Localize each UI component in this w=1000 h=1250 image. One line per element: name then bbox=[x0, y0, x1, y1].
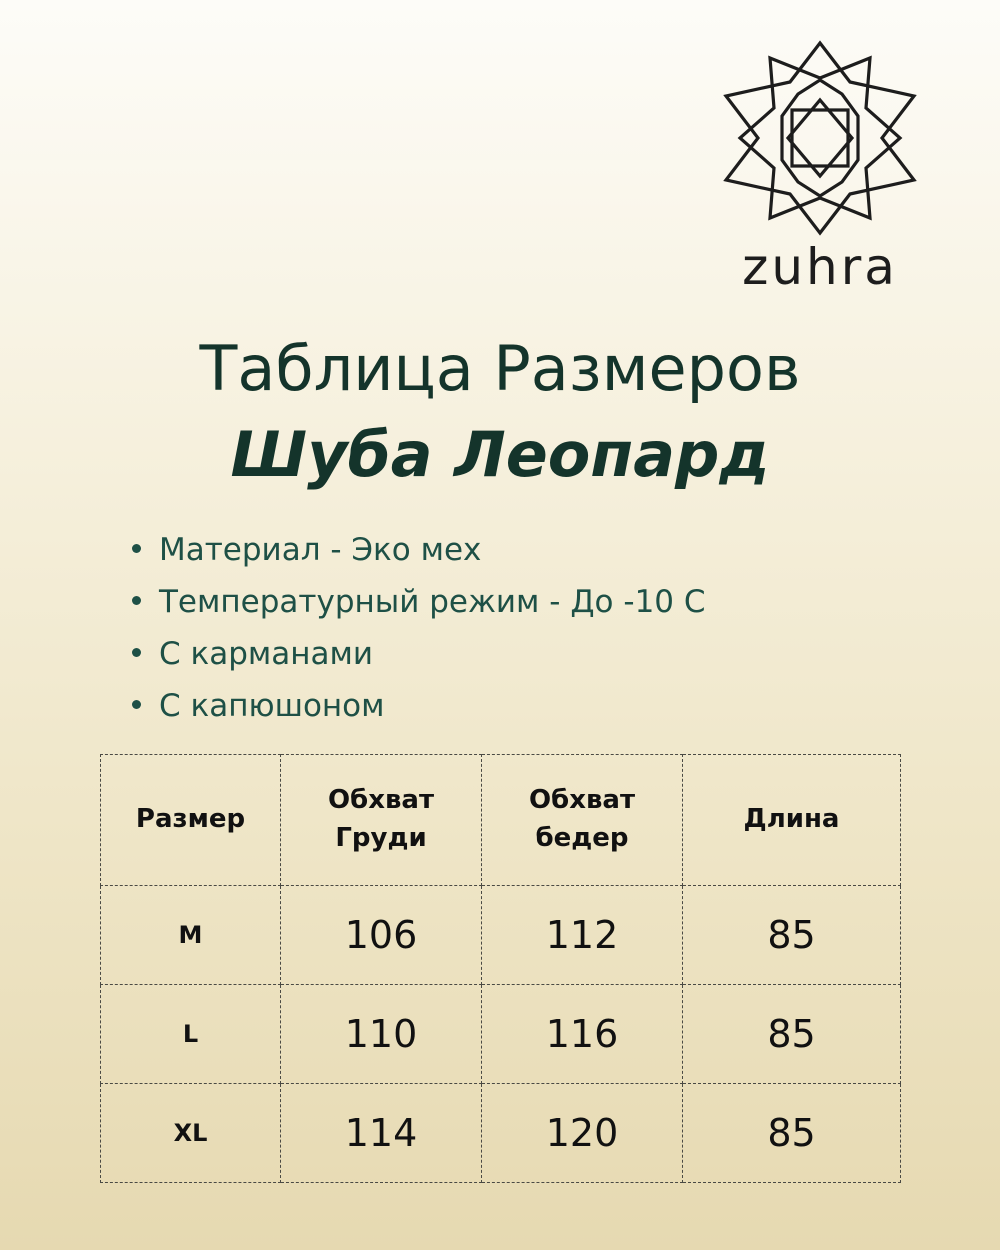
feature-item-pockets bbox=[132, 628, 706, 680]
feature-item-material bbox=[132, 524, 706, 576]
size-cell: L bbox=[101, 985, 281, 1084]
header-chest bbox=[281, 755, 482, 886]
feature-text: С карманами bbox=[159, 636, 374, 672]
header-hips-line1: Обхват bbox=[528, 785, 636, 816]
length-cell: 85 bbox=[683, 886, 901, 985]
table-row bbox=[101, 1084, 901, 1183]
product-name: Шуба Леопард bbox=[230, 418, 770, 491]
feature-list bbox=[132, 524, 706, 732]
feature-text: С капюшоном bbox=[159, 688, 385, 724]
geometric-star-icon bbox=[720, 38, 920, 238]
feature-text: Материал - Эко мех bbox=[159, 532, 482, 568]
header-hips bbox=[482, 755, 683, 886]
header-hips-line2: бедер bbox=[535, 823, 629, 853]
length-cell: 85 bbox=[683, 1084, 901, 1183]
hips-cell: 112 bbox=[482, 886, 683, 985]
table-header-row bbox=[101, 755, 901, 886]
brand-name: zuhra bbox=[742, 238, 898, 296]
size-cell: M bbox=[101, 886, 281, 985]
bullet-icon bbox=[132, 544, 141, 553]
feature-item-temperature bbox=[132, 576, 706, 628]
table-row bbox=[101, 985, 901, 1084]
bullet-icon bbox=[132, 700, 141, 709]
chest-cell: 114 bbox=[281, 1084, 482, 1183]
hips-cell: 116 bbox=[482, 985, 683, 1084]
header-chest-line1: Обхват bbox=[327, 785, 435, 816]
hips-cell: 120 bbox=[482, 1084, 683, 1183]
feature-item-hood bbox=[132, 680, 706, 732]
header-chest-line2: Груди bbox=[335, 823, 427, 853]
bullet-icon bbox=[132, 648, 141, 657]
header-size: Размер bbox=[101, 755, 281, 886]
chest-cell: 106 bbox=[281, 886, 482, 985]
feature-text: Температурный режим - До -10 С bbox=[159, 584, 706, 620]
table-row bbox=[101, 886, 901, 985]
bullet-icon bbox=[132, 596, 141, 605]
header-length: Длина bbox=[683, 755, 901, 886]
chest-cell: 110 bbox=[281, 985, 482, 1084]
length-cell: 85 bbox=[683, 985, 901, 1084]
brand-logo bbox=[715, 38, 925, 300]
size-table bbox=[100, 754, 901, 1183]
page-title: Таблица Размеров bbox=[199, 332, 801, 405]
size-cell: XL bbox=[101, 1084, 281, 1183]
